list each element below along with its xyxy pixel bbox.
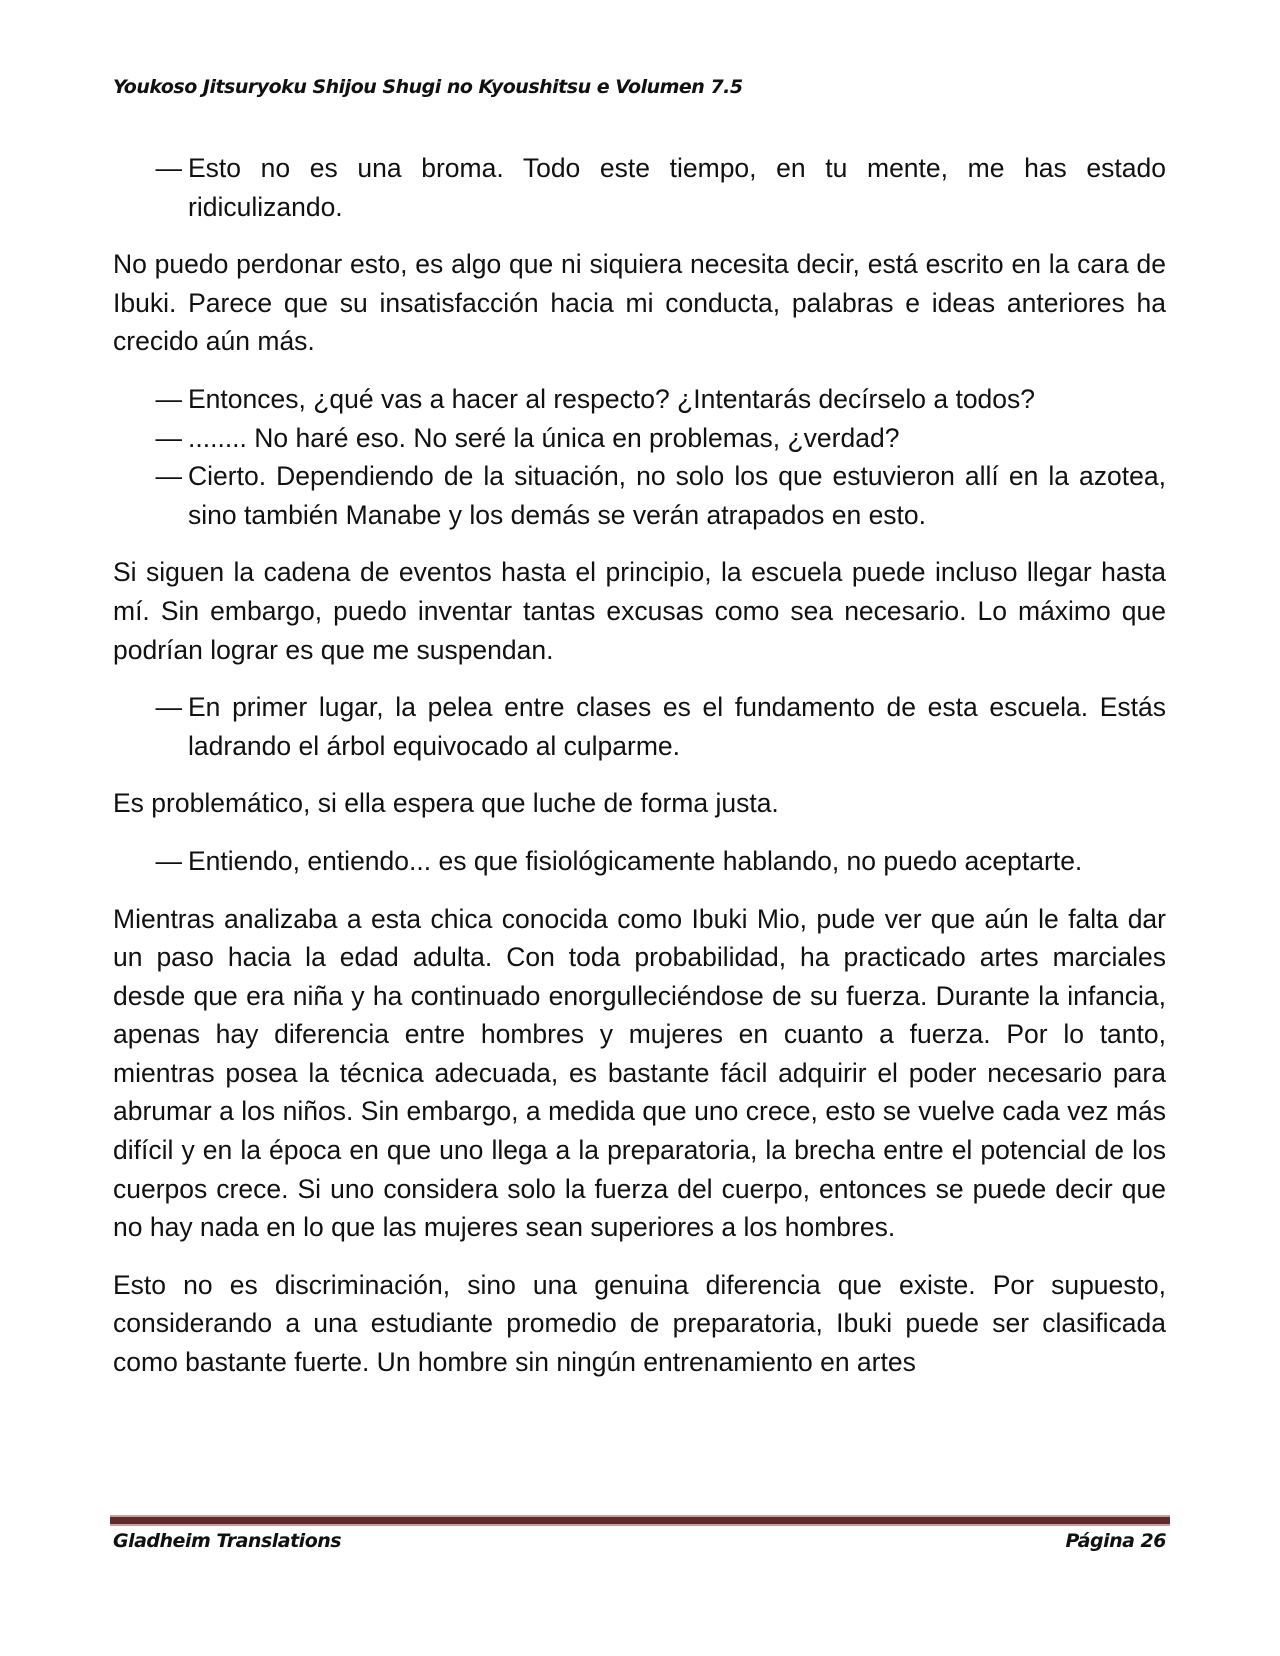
dialogue-line — [113, 149, 1166, 226]
dialogue-text: ........ No haré eso. No seré la única en problemas, ¿verdad? — [188, 422, 900, 453]
dialogue-text: Esto no es una broma. Todo este tiempo, en tu mente, me has estado ridiculizando. — [188, 153, 1166, 222]
page-body — [113, 149, 1166, 1401]
em-dash: — — [155, 153, 182, 183]
em-dash: — — [155, 383, 182, 414]
paragraph: Esto no es discriminación, sino una genuina diferencia que existe. Por supuesto, considerando a una estudiante promedio de preparatoria, Ibuki puede ser clasificada como bastante fuerte. Un hombre sin ningún entrenamiento en artes — [113, 1269, 1166, 1378]
dialogue-line — [113, 457, 1166, 534]
em-dash: — — [155, 692, 182, 723]
dialogue-line — [113, 842, 1166, 881]
page-number: Página 26 — [1065, 1530, 1166, 1552]
dialogue-group — [113, 380, 1166, 534]
footer-divider — [110, 1515, 1170, 1526]
paragraph: No puedo perdonar esto, es algo que ni siquiera necesita decir, está escrito en la cara de Ibuki. Parece que su insatisfacción hacia mi conducta, palabras e ideas anteriores ha crecido aún más. — [113, 249, 1166, 357]
dialogue-line — [113, 380, 1166, 419]
em-dash: — — [155, 461, 182, 492]
dialogue-text: En primer lugar, la pelea entre clases es el fundamento de esta escuela. Estás ladrando el árbol equivocado al culparme. — [188, 692, 1166, 761]
paragraph: Mientras analizaba a esta chica conocida como Ibuki Mio, pude ver que aún le falta dar un paso hacia la edad adulta. Con toda probabilidad, ha practicado artes marciales desde que era niña y ha continuado enorgulleciéndose de su fuerza. Durante la infancia, apenas hay diferencia entre hombres y mujeres en cuanto a fuerza. Por lo tanto, mientras posea la técnica adecuada, es bastante fácil adquirir el poder necesario para abrumar a los niños. Sin embargo, a medida que uno crece, esto se vuelve cada vez más difícil y en la época en que uno llega a la preparatoria, la brecha entre el potencial de los cuerpos crece. Si uno considera solo la fuerza del cuerpo, entonces se puede decir que no hay nada en lo que las mujeres sean superiores a los hombres. — [113, 903, 1166, 1243]
dialogue-group — [113, 688, 1166, 765]
em-dash: — — [155, 422, 182, 453]
dialogue-line — [113, 419, 1166, 458]
dialogue-group — [113, 842, 1166, 881]
dialogue-group — [113, 149, 1166, 226]
dialogue-text: Entiendo, entiendo... es que fisiológicamente hablando, no puedo aceptarte. — [188, 845, 1083, 876]
em-dash: — — [155, 845, 182, 876]
dialogue-text: Entonces, ¿qué vas a hacer al respecto? ¿Intentarás decírselo a todos? — [188, 383, 1036, 414]
paragraph: Es problemático, si ella espera que luche de forma justa. — [113, 788, 779, 819]
dialogue-text: Cierto. Dependiendo de la situación, no solo los que estuvieron allí en la azotea, sino también Manabe y los demás se verán atrapados en esto. — [188, 461, 1166, 530]
running-header: Youkoso Jitsuryoku Shijou Shugi no Kyoushitsu e Volumen 7.5 — [113, 76, 743, 98]
dialogue-line — [113, 688, 1166, 765]
paragraph: Si siguen la cadena de eventos hasta el principio, la escuela puede incluso llegar hasta mí. Sin embargo, puedo inventar tantas excusas como sea necesario. Lo máximo que podrían lograr es que me suspendan. — [113, 557, 1166, 665]
footer-translator: Gladheim Translations — [113, 1530, 342, 1552]
page-footer — [113, 1530, 1166, 1552]
